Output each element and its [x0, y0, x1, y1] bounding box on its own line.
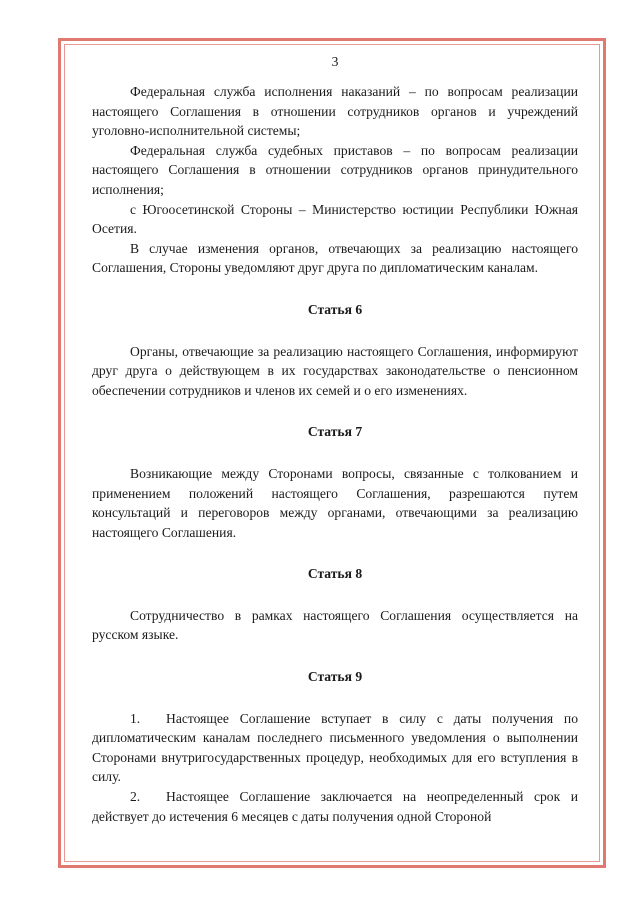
- article-8-heading: Статья 8: [307, 566, 363, 582]
- item-number: 1.: [130, 710, 141, 726]
- item-number: 2.: [130, 789, 141, 805]
- article-6-heading: Статья 6: [307, 301, 363, 317]
- article-9-heading: Статья 9: [307, 669, 363, 685]
- paragraph-south-ossetia: с Югоосетинской Стороны – Министерство юстиции Республики Южная Осетия.: [92, 201, 578, 237]
- article-7-heading: Статья 7: [307, 424, 363, 440]
- item-text: Настоящее Соглашение вступает в силу с даты получения по дипломатическим каналам последнего письменного уведомления о выполнении Сторонами внутригосударственных процедур, необходимых для его вступления в силу.: [92, 710, 578, 785]
- page-number: 3: [331, 54, 339, 69]
- article-9-item-1: [92, 709, 578, 787]
- paragraph-change-of-bodies: В случае изменения органов, отвечающих за реализацию настоящего Соглашения, Стороны уведомляют друг друга по дипломатическим каналам.: [92, 240, 578, 276]
- item-text: Настоящее Соглашение заключается на неопределенный срок и действует до истечения 6 месяцев с даты получения одной Стороной: [92, 789, 578, 824]
- article-7-text: Возникающие между Сторонами вопросы, связанные с толкованием и применением положений настоящего Соглашения, разрешаются путем консультаций и переговоров между органами, отвечающими за реализацию настоящего Соглашения.: [92, 465, 578, 540]
- article-8-text: Сотрудничество в рамках настоящего Соглашения осуществляется на русском языке.: [92, 607, 578, 643]
- paragraph-fssp: Федеральная служба судебных приставов – по вопросам реализации настоящего Соглашения в отношении сотрудников органов принудительного исполнения;: [92, 142, 578, 197]
- article-6-text: Органы, отвечающие за реализацию настоящего Соглашения, информируют друг друга о действующем в их государствах законодательстве о пенсионном обеспечении сотрудников и членов их семей и о его изменениях.: [92, 343, 578, 398]
- paragraph-fsin: Федеральная служба исполнения наказаний – по вопросам реализации настоящего Соглашения в отношении сотрудников органов и учреждений уголовно-исполнительной системы;: [92, 84, 578, 139]
- article-9-item-2: [92, 787, 578, 826]
- document-body: [92, 52, 578, 826]
